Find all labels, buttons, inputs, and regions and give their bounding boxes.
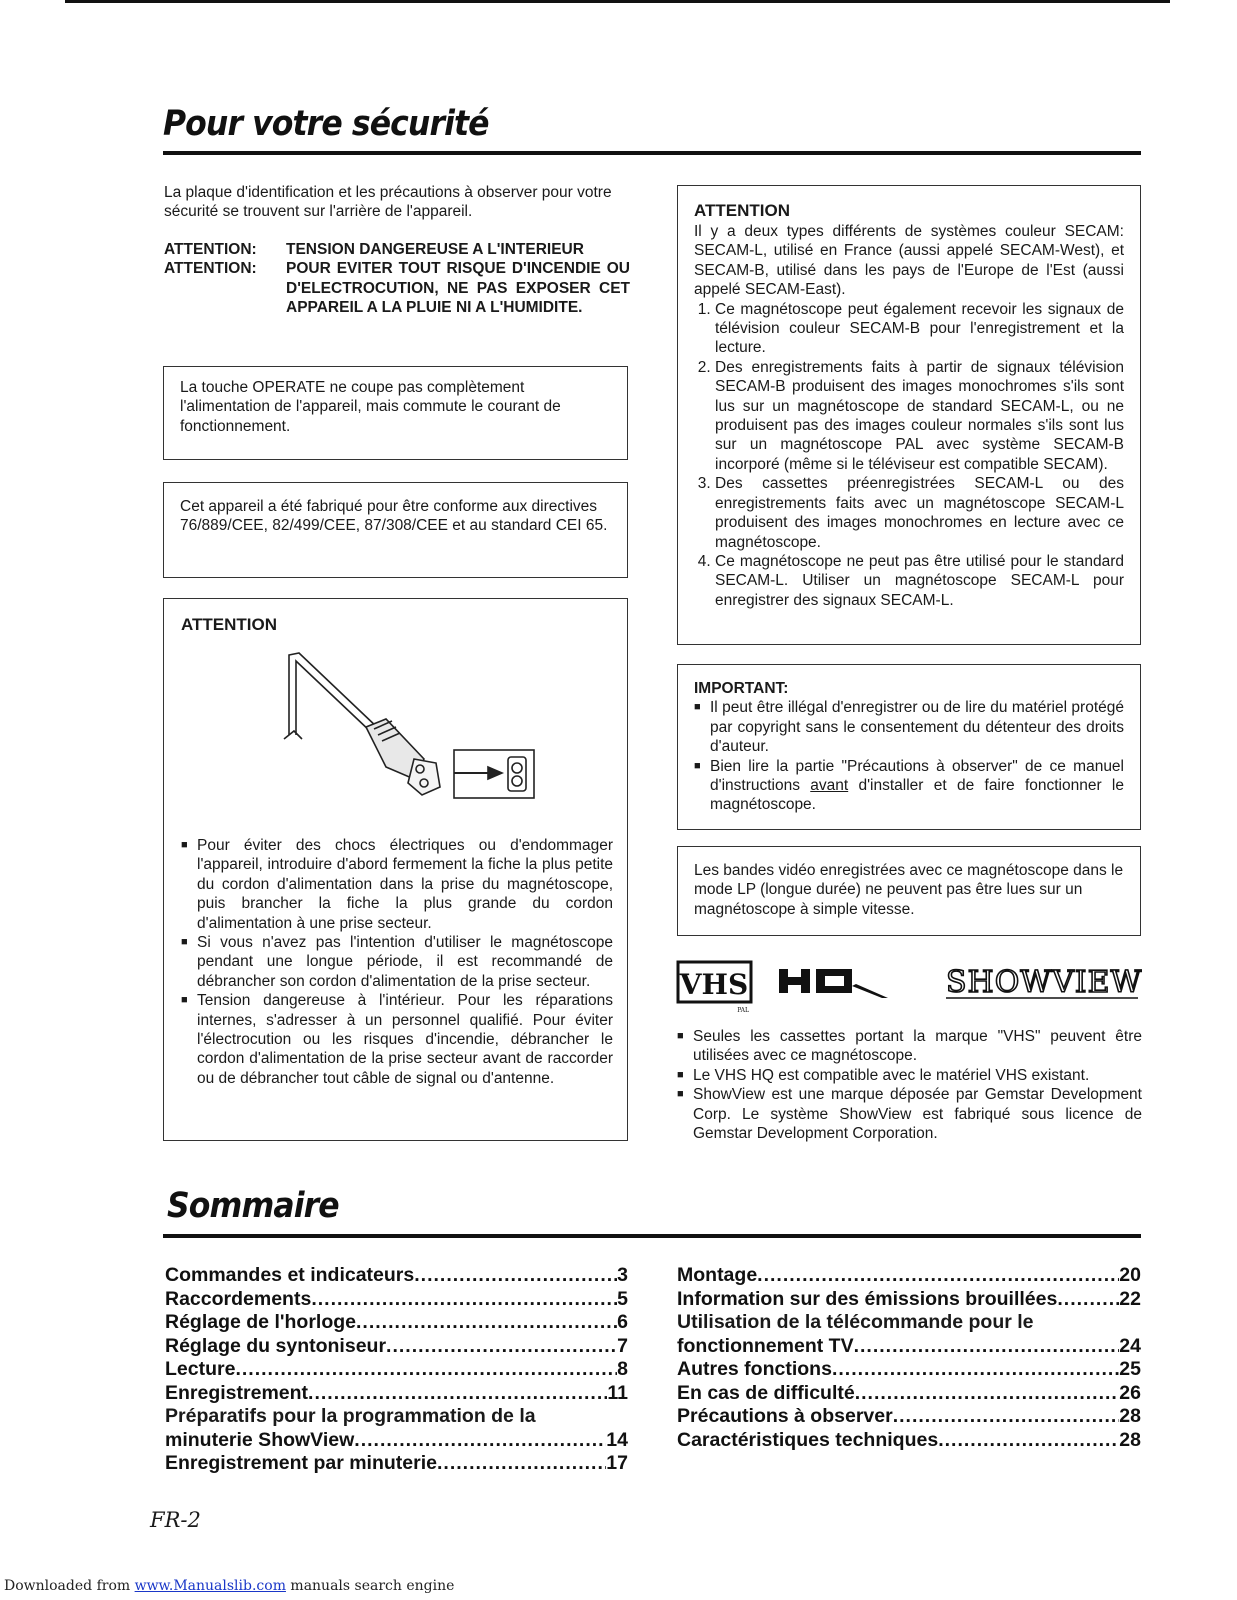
list-item: 2. Des enregistrements faits à partir de signaux télévision SECAM-B produisent des images monochromes s'ils sont lus sur un magnétoscope de standard SECAM-L, ou ne produisent pas des images couleur normales s'ils sont lus sur un magnétoscope PAL avec système SECAM-B incorporé (même si le téléviseur est compatible SECAM).: [715, 358, 1124, 474]
toc-entry[interactable]: [677, 1335, 1141, 1359]
page-number: FR-2: [150, 1508, 201, 1532]
attention-bullet-list: [181, 836, 613, 1088]
toc-entry[interactable]: [165, 1382, 628, 1406]
operate-note-box: [163, 366, 628, 460]
toc-entry-label: Commandes et indicateurs: [165, 1264, 415, 1286]
footer-suffix: manuals search engine: [285, 1578, 455, 1594]
attention-title: ATTENTION: [181, 615, 278, 634]
toc-entry-label-line1[interactable]: Préparatifs pour la programmation de la: [165, 1405, 536, 1427]
toc-leader: [356, 1311, 617, 1335]
warnings-block: [164, 240, 630, 318]
toc-entry[interactable]: [165, 1288, 628, 1312]
toc-leader: [938, 1429, 1119, 1453]
toc-leader: [854, 1335, 1120, 1359]
toc-entry-label: Enregistrement: [165, 1381, 309, 1404]
list-item: [694, 757, 1124, 815]
toc-page-number: 11: [607, 1381, 628, 1404]
toc-page-number: 3: [617, 1264, 628, 1286]
toc-page-number: 28: [1119, 1428, 1141, 1451]
toc-entry-label: Raccordements: [165, 1287, 312, 1310]
list-item: 4. Ce magnétoscope ne peut pas être utilisé pour le standard SECAM-L. Utiliser un magnétoscope SECAM-L pour enregistrer des signaux SECAM-L.: [715, 552, 1124, 610]
toc-entry[interactable]: [165, 1264, 628, 1288]
toc-entry-label-line1[interactable]: Utilisation de la télécommande pour le: [677, 1311, 1034, 1333]
toc-entry-label: Caractéristiques techniques: [677, 1428, 939, 1451]
toc-leader: [1057, 1288, 1119, 1312]
attention-power-box: [163, 598, 628, 1141]
toc-page-number: 26: [1119, 1381, 1141, 1404]
toc-entry[interactable]: [165, 1335, 628, 1359]
list-item: ■ Il peut être illégal d'enregistrer ou de lire du matériel protégé par copyright sans le consentement du détenteur des droits d'auteur.: [694, 698, 1124, 756]
toc-right-column: [677, 1264, 1141, 1452]
toc-entry[interactable]: [165, 1429, 628, 1453]
top-rule: [65, 0, 1170, 3]
warning-row: [164, 240, 630, 259]
toc-leader: [893, 1405, 1120, 1429]
toc-entry[interactable]: [677, 1358, 1141, 1382]
warning-label: ATTENTION:: [164, 241, 257, 258]
important-list: [694, 698, 1124, 814]
toc-leader: [757, 1264, 1119, 1288]
toc-leader: [855, 1382, 1120, 1406]
vhs-text: VHS: [679, 968, 749, 1001]
list-item: ■ Le VHS HQ est compatible avec le matériel VHS existant.: [677, 1066, 1142, 1085]
toc-entry-label: Montage: [677, 1264, 758, 1286]
toc-leader: [386, 1335, 617, 1359]
footer-prefix: Downloaded from: [4, 1578, 135, 1594]
warning-label: ATTENTION:: [164, 260, 257, 278]
toc-entry-label: Autres fonctions: [677, 1358, 832, 1380]
toc-entry[interactable]: [165, 1452, 628, 1476]
list-item: 1. Ce magnétoscope peut également recevoir les signaux de télévision couleur SECAM-B pour l'enregistrement et la lecture.: [715, 300, 1124, 358]
title-rule: [163, 151, 1141, 155]
toc-leader: [308, 1382, 607, 1406]
toc-entry-label: fonctionnement TV: [677, 1334, 854, 1357]
power-cord-illustration: [274, 647, 544, 817]
toc-page-number: 14: [606, 1428, 628, 1451]
list-item: ■ Tension dangereuse à l'intérieur. Pour les réparations internes, s'adresser à un personnel qualifié. Pour éviter l'électrocution ou les risques d'incendie, débrancher le cordon d'alimentation de la prise secteur avant de raccorder ou de débrancher tout câble de signal ou d'antenne.: [181, 991, 613, 1088]
toc-page-number: 6: [617, 1311, 628, 1333]
toc-leader: [311, 1288, 617, 1312]
toc-entry-label: Information sur des émissions brouillées: [677, 1287, 1058, 1310]
contents-rule: [163, 1234, 1141, 1238]
lp-note-box: [677, 846, 1141, 936]
hq-text: HQ: [676, 958, 678, 959]
secam-box: [677, 185, 1141, 645]
important-title: IMPORTANT:: [694, 680, 789, 697]
trademark-list: [677, 1027, 1142, 1143]
operate-note-text: La touche OPERATE ne coupe pas complètement l'alimentation de l'appareil, mais commute le courant de fonctionnement.: [180, 379, 561, 435]
conformity-note-text: Cet appareil a été fabriqué pour être conforme aux directives 76/889/CEE, 82/499/CEE, 87/308/CEE et au standard CEI 65.: [180, 498, 608, 535]
toc-entry-label: minuterie ShowView: [165, 1428, 355, 1451]
download-footer: [4, 1578, 454, 1594]
toc-entry-label: Enregistrement par minuterie: [165, 1452, 437, 1474]
toc-entry[interactable]: [677, 1405, 1141, 1429]
toc-page-number: 25: [1119, 1358, 1141, 1380]
toc-page-number: 5: [617, 1287, 628, 1310]
toc-page-number: 28: [1119, 1405, 1141, 1427]
toc-entry-label: Réglage du syntoniseur: [165, 1334, 387, 1357]
toc-entry[interactable]: [677, 1288, 1141, 1312]
list-item: ■ Seules les cassettes portant la marque "VHS" peuvent être utilisées avec ce magnétoscope.: [677, 1027, 1142, 1066]
logos: [676, 958, 1142, 1014]
list-item: ■ ShowView est une marque déposée par Gemstar Development Corp. Le système ShowView est fabriqué sous licence de Gemstar Development Corporation.: [677, 1085, 1142, 1143]
toc-entry[interactable]: [677, 1382, 1141, 1406]
secam-list: [694, 300, 1124, 611]
toc-leader: [832, 1358, 1119, 1382]
secam-intro: Il y a deux types différents de systèmes couleur SECAM: SECAM-L, utilisé en France (aussi appelé SECAM-West), et SECAM-B, utilisé dans les pays de l'Europe de l'Est (aussi appelé SECAM-East).: [694, 223, 1124, 299]
logo-strip: [676, 958, 1142, 1014]
toc-entry-label: Réglage de l'horloge: [165, 1311, 357, 1333]
toc-leader: [414, 1264, 617, 1288]
list-item: 3. Des cassettes préenregistrées SECAM-L ou des enregistrements faits avec un magnétoscope SECAM-L produisent des images monochromes en lecture avec ce magnétoscope.: [715, 474, 1124, 552]
toc-page-number: 7: [617, 1334, 628, 1357]
page-title: Pour votre sécurité: [163, 104, 489, 144]
vhs-logo: [678, 962, 751, 1014]
showview-text: SHOWVIEW: [946, 965, 1142, 1000]
list-item: ■ Pour éviter des chocs électriques ou d'endommager l'appareil, introduire d'abord fermement la fiche la plus petite du cordon d'alimentation dans la prise du magnétoscope, puis brancher la fiche la plus grande du cordon d'alimentation à une prise secteur.: [181, 836, 613, 933]
toc-left-column: [165, 1264, 628, 1476]
bullet-text: Bien lire la partie "Précautions à observer" de ce manuel d'instructions: [710, 757, 1124, 795]
toc-page-number: 22: [1119, 1287, 1141, 1310]
toc-leader: [235, 1358, 617, 1382]
warning-row: [164, 259, 630, 317]
toc-entry[interactable]: [677, 1429, 1141, 1453]
lp-note-text: Les bandes vidéo enregistrées avec ce magnétoscope dans le mode LP (longue durée) ne peuvent pas être lues sur un magnétoscope à simple vitesse.: [694, 862, 1124, 918]
toc-page-number: 8: [617, 1358, 628, 1380]
intro-text: La plaque d'identification et les précautions à observer pour votre sécurité se trouvent sur l'arrière de l'appareil.: [164, 184, 612, 221]
list-item: ■ Si vous n'avez pas l'intention d'utiliser le magnétoscope pendant une longue période, il est recommandé de débrancher son cordon d'alimentation de la prise secteur.: [181, 933, 613, 991]
toc-page-number: 17: [606, 1452, 628, 1474]
toc-entry-label: Précautions à observer: [677, 1405, 893, 1427]
contents-title: Sommaire: [167, 1186, 339, 1226]
conformity-note-box: [163, 482, 628, 578]
toc-page-number: 24: [1119, 1334, 1141, 1357]
toc-entry[interactable]: [165, 1358, 628, 1382]
bullet-text: d'installer et de faire fonctionner le magnétoscope.: [710, 777, 1124, 814]
warning-text: POUR EVITER TOUT RISQUE D'INCENDIE OU D'ELECTROCUTION, NE PAS EXPOSER CET APPAREIL A LA PLUIE NI A L'HUMIDITE.: [286, 260, 630, 317]
showview-logo: [946, 965, 1142, 1000]
toc-entry-label: Lecture: [165, 1358, 236, 1380]
toc-entry[interactable]: [165, 1311, 628, 1335]
important-box: [677, 664, 1141, 830]
secam-title: ATTENTION: [694, 201, 791, 220]
pal-text: PAL: [737, 1007, 749, 1014]
toc-leader: [354, 1429, 606, 1453]
warning-text: TENSION DANGEREUSE A L'INTERIEUR: [286, 241, 584, 258]
toc-page-number: 20: [1119, 1264, 1141, 1286]
toc-entry-label: En cas de difficulté: [677, 1381, 855, 1404]
toc-leader: [437, 1452, 606, 1476]
underlined-word: avant: [810, 777, 849, 795]
manualslib-link[interactable]: www.Manualslib.com: [134, 1578, 286, 1594]
toc-entry[interactable]: [677, 1264, 1141, 1288]
